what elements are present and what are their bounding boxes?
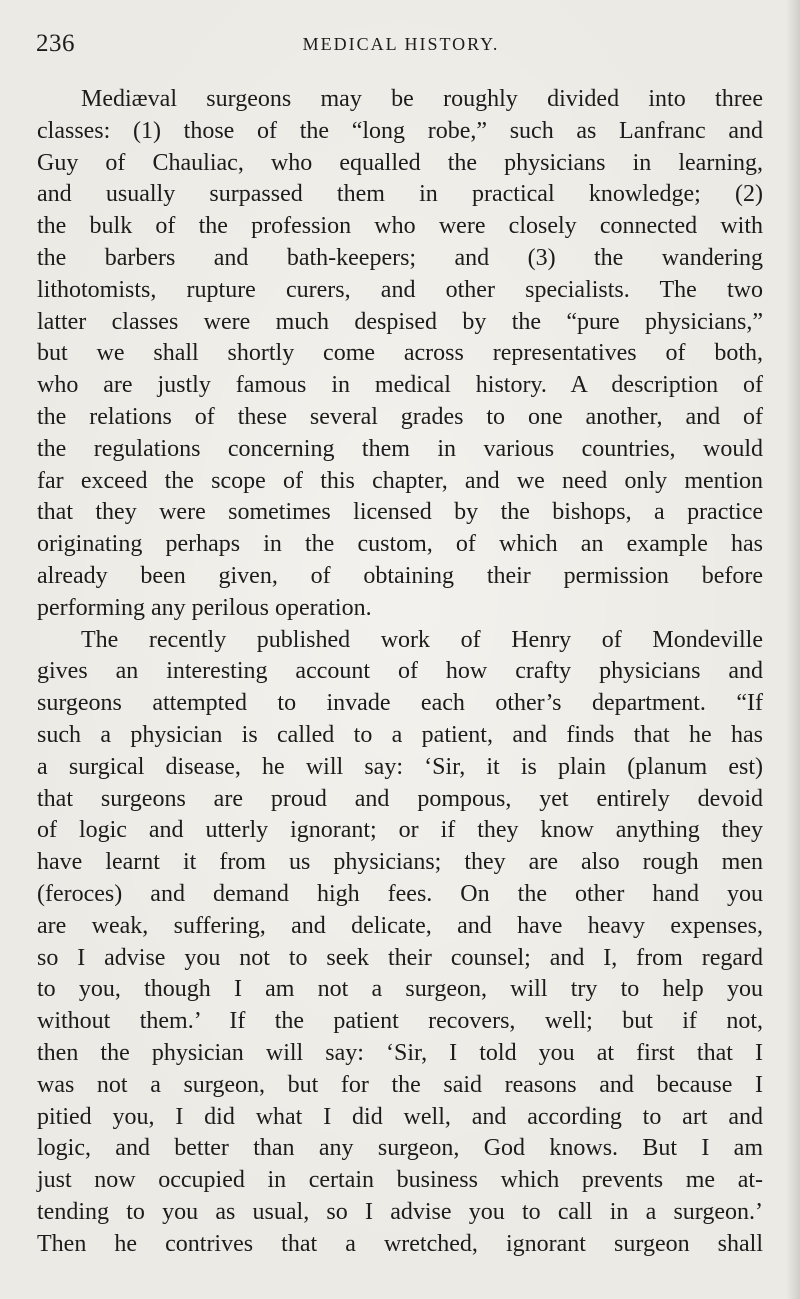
text-line: pitied you, I did what I did well, and according to art and bbox=[37, 1103, 763, 1130]
page-number: 236 bbox=[36, 30, 75, 57]
text-line: logic, and better than any surgeon, God knows. But I am bbox=[37, 1135, 763, 1162]
text-line: the bulk of the profession who were closely connected with bbox=[37, 213, 763, 240]
text-line: (feroces) and demand high fees. On the other hand you bbox=[37, 880, 763, 907]
paragraph-1 bbox=[37, 84, 763, 625]
text-line: so I advise you not to seek their counsel; and I, from regard bbox=[37, 944, 763, 971]
running-head bbox=[36, 30, 766, 60]
text-line: surgeons attempted to invade each other’s department. “If bbox=[37, 690, 763, 717]
text-line: The recently published work of Henry of Mondeville bbox=[81, 626, 763, 653]
running-head-title: MEDICAL HISTORY. bbox=[302, 34, 500, 54]
text-line: Mediæval surgeons may be roughly divided into three bbox=[81, 86, 763, 112]
text-line: such a physician is called to a patient, and finds that he has bbox=[37, 721, 763, 748]
text-line: the barbers and bath-keepers; and (3) the wandering bbox=[37, 244, 763, 271]
text-line: the regulations concerning them in various countries, would bbox=[37, 435, 763, 462]
text-line: already been given, of obtaining their permission before bbox=[37, 562, 763, 589]
text-line: are weak, suffering, and delicate, and have heavy expenses, bbox=[37, 912, 763, 939]
text-line: just now occupied in certain business which prevents me at- bbox=[37, 1167, 763, 1194]
text-line: far exceed the scope of this chapter, and we need only mention bbox=[37, 467, 763, 494]
text-line: classes: (1) those of the “long robe,” such as Lanfranc and bbox=[37, 117, 763, 144]
text-line: gives an interesting account of how crafty physicians and bbox=[37, 658, 763, 685]
text-line: without them.’ If the patient recovers, well; but if not, bbox=[37, 1008, 763, 1035]
text-line: that surgeons are proud and pompous, yet entirely devoid bbox=[37, 785, 763, 812]
text-line: Guy of Chauliac, who equalled the physicians in learning, bbox=[37, 149, 763, 176]
text-line: tending to you as usual, so I advise you to call in a surgeon.’ bbox=[37, 1198, 763, 1225]
text-line: originating perhaps in the custom, of which an example has bbox=[37, 531, 763, 558]
text-line: and usually surpassed them in practical knowledge; (2) bbox=[37, 181, 763, 208]
text-line: then the physician will say: ‘Sir, I told you at first that I bbox=[37, 1039, 763, 1066]
text-line: the relations of these several grades to one another, and of bbox=[37, 403, 763, 430]
body-text bbox=[37, 84, 763, 1260]
text-line: lithotomists, rupture curers, and other specialists. The two bbox=[37, 276, 763, 303]
text-line: have learnt it from us physicians; they are also rough men bbox=[37, 849, 763, 876]
text-line: but we shall shortly come across representatives of both, bbox=[37, 340, 763, 367]
text-line: performing any perilous operation. bbox=[37, 594, 372, 621]
text-line: of logic and utterly ignorant; or if they know anything they bbox=[37, 817, 763, 844]
text-line: a surgical disease, he will say: ‘Sir, it is plain (planum est) bbox=[37, 753, 763, 780]
text-line: was not a surgeon, but for the said reasons and because I bbox=[37, 1071, 763, 1098]
text-line: Then he contrives that a wretched, ignorant surgeon shall bbox=[37, 1230, 763, 1257]
text-line: latter classes were much despised by the “pure physicians,” bbox=[37, 308, 763, 335]
text-line: to you, though I am not a surgeon, will try to help you bbox=[37, 976, 763, 1003]
text-line: who are justly famous in medical history. A description of bbox=[37, 372, 763, 399]
text-line: that they were sometimes licensed by the bishops, a practice bbox=[37, 499, 763, 526]
paragraph-2 bbox=[37, 625, 763, 1261]
